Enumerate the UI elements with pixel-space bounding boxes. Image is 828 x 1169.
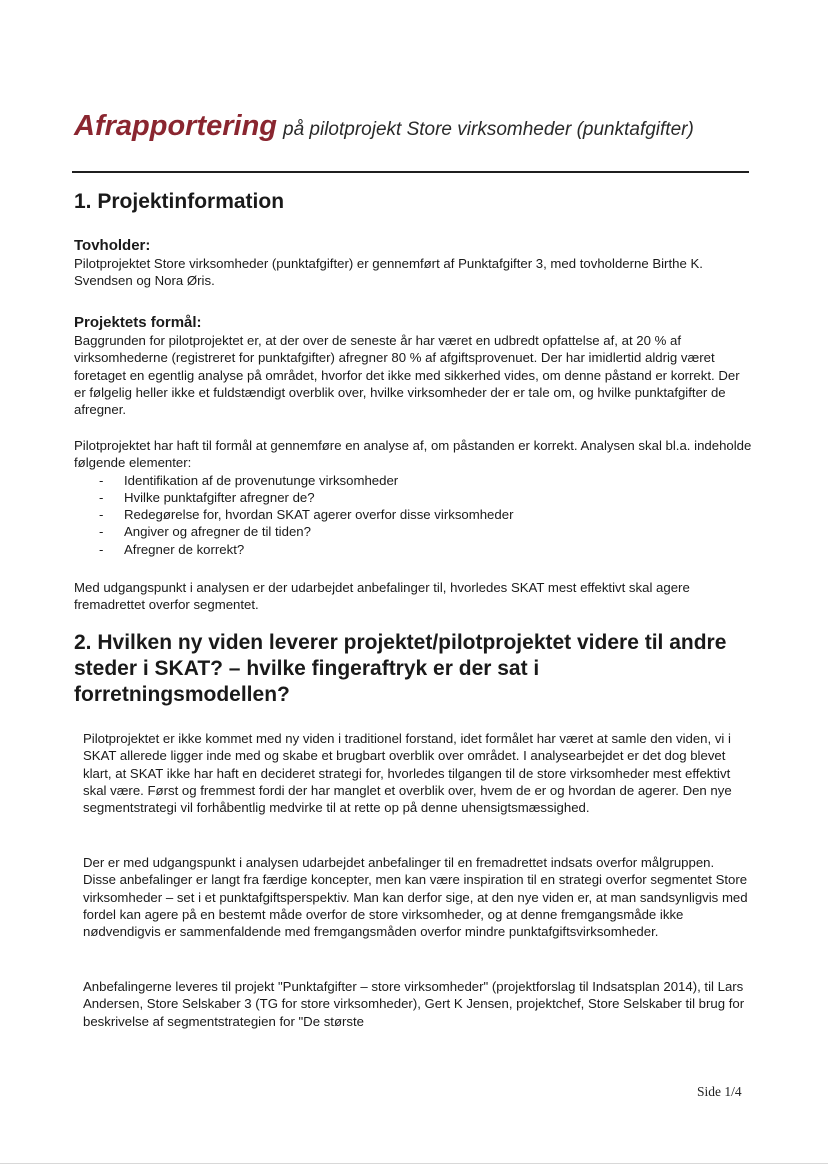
page-number: Side 1/4 — [697, 1084, 742, 1099]
section1-closing: Med udgangspunkt i analysen er der udarbejdet anbefalinger til, hvorledes SKAT mest effektivt skal agere fremadrettet overfor segmentet. — [74, 580, 690, 613]
section1-heading-block — [74, 189, 754, 215]
section1-heading: 1. Projektinformation — [74, 190, 285, 213]
closing-block — [74, 579, 754, 614]
scan-edge-line — [0, 1163, 828, 1164]
title-sub: på pilotprojekt Store virksomheder (punktafgifter) — [283, 119, 694, 140]
tovholder-block — [74, 237, 754, 290]
analysis-intro: Pilotprojektet har haft til formål at gennemføre en analyse af, om påstanden er korrekt. Analysen skal bl.a. indeholde følgende elementer: — [74, 438, 752, 471]
formaal-text: Baggrunden for pilotprojektet er, at der over de seneste år har været en udbredt opfattelse af, at 20 % af virksomhederne (registreret for punktafgifter) afregner 80 % af afgiftsprovenuet. Der har imidlertid aldrig været foretaget en egentlig analyse på området, hvorfor det ikke med sikkerhed vides, om denne påstand er korrekt. Der er følgelig heller ikke et fuldstændigt overblik over, hvilke virksomheder der er tale om, og hvilke punktafgifter de afregner. — [74, 333, 740, 418]
list-item: - Afregner de korrekt? — [74, 541, 754, 558]
section2-paragraph-3: Anbefalingerne leveres til projekt "Punktafgifter – store virksomheder" (projektforslag til Indsatsplan 2014), til Lars Andersen, Store Selskaber 3 (TG for store virksomheder), Gert K Jensen, projektchef, Store Selskaber til brug for beskrivelse af segmentstrategien for "De største — [83, 979, 745, 1029]
section2-paragraph-1: Pilotprojektet er ikke kommet med ny viden i traditionel forstand, idet formålet har været at samle den viden, vi i SKAT allerede ligger inde med og skabe et brugbart overblik over området. I analysearbejdet er det dog blevet klart, at SKAT ikke har haft en decideret strategi for, hvorledes tilgangen til de store virksomheder mest effektivt skal være. Først og fremmest fordi der har manglet et overblik over, hvem de er og hvordan de agerer. Den nye segmentstrategi vil forhåbentlig medvirke til at rette op på denne uhensigtsmæssighed. — [83, 731, 732, 816]
section2-p3-block — [83, 978, 749, 1030]
document-title — [74, 110, 774, 143]
section2-p1-block — [83, 730, 749, 816]
section2-heading: 2. Hvilken ny viden leverer projektet/pilotprojektet videre til andre steder i SKAT? – hvilke fingeraftryk er der sat i forretningsmodellen? — [74, 631, 727, 706]
title-divider — [72, 171, 749, 173]
analysis-block — [74, 437, 754, 558]
formaal-label: Projektets formål: — [74, 314, 202, 331]
section2-paragraph-2: Der er med udgangspunkt i analysen udarbejdet anbefalinger til en fremadrettet indsats overfor målgruppen. Disse anbefalinger er langt fra færdige koncepter, men kan være inspiration til en strategi overfor segmentet Store virksomheder – set i et punktafgiftsperspektiv. Man kan derfor sige, at den nye viden er, at man sandsynligvis med fordel kan agere på en bestemt måde overfor de store virksomheder, og at denne fremgangsmåde ikke nødvendigvis er sammenfaldende med fremgangsmåden overfor mindre punktafgiftsvirksomheder. — [83, 855, 748, 940]
list-item: - Angiver og afregner de til tiden? — [74, 523, 754, 540]
tovholder-text: Pilotprojektet Store virksomheder (punktafgifter) er gennemført af Punktafgifter 3, med tovholderne Birthe K. Svendsen og Nora Øris. — [74, 256, 703, 289]
formaal-block — [74, 314, 754, 418]
analysis-elements-list — [74, 472, 754, 558]
section2-heading-block — [74, 630, 734, 708]
list-item: - Identifikation af de provenutunge virksomheder — [74, 472, 754, 489]
title-main: Afrapportering — [74, 110, 277, 142]
section2-p2-block — [83, 854, 749, 940]
list-item: - Redegørelse for, hvordan SKAT agerer overfor disse virksomheder — [74, 506, 754, 523]
tovholder-label: Tovholder: — [74, 237, 151, 254]
list-item: - Hvilke punktafgifter afregner de? — [74, 489, 754, 506]
